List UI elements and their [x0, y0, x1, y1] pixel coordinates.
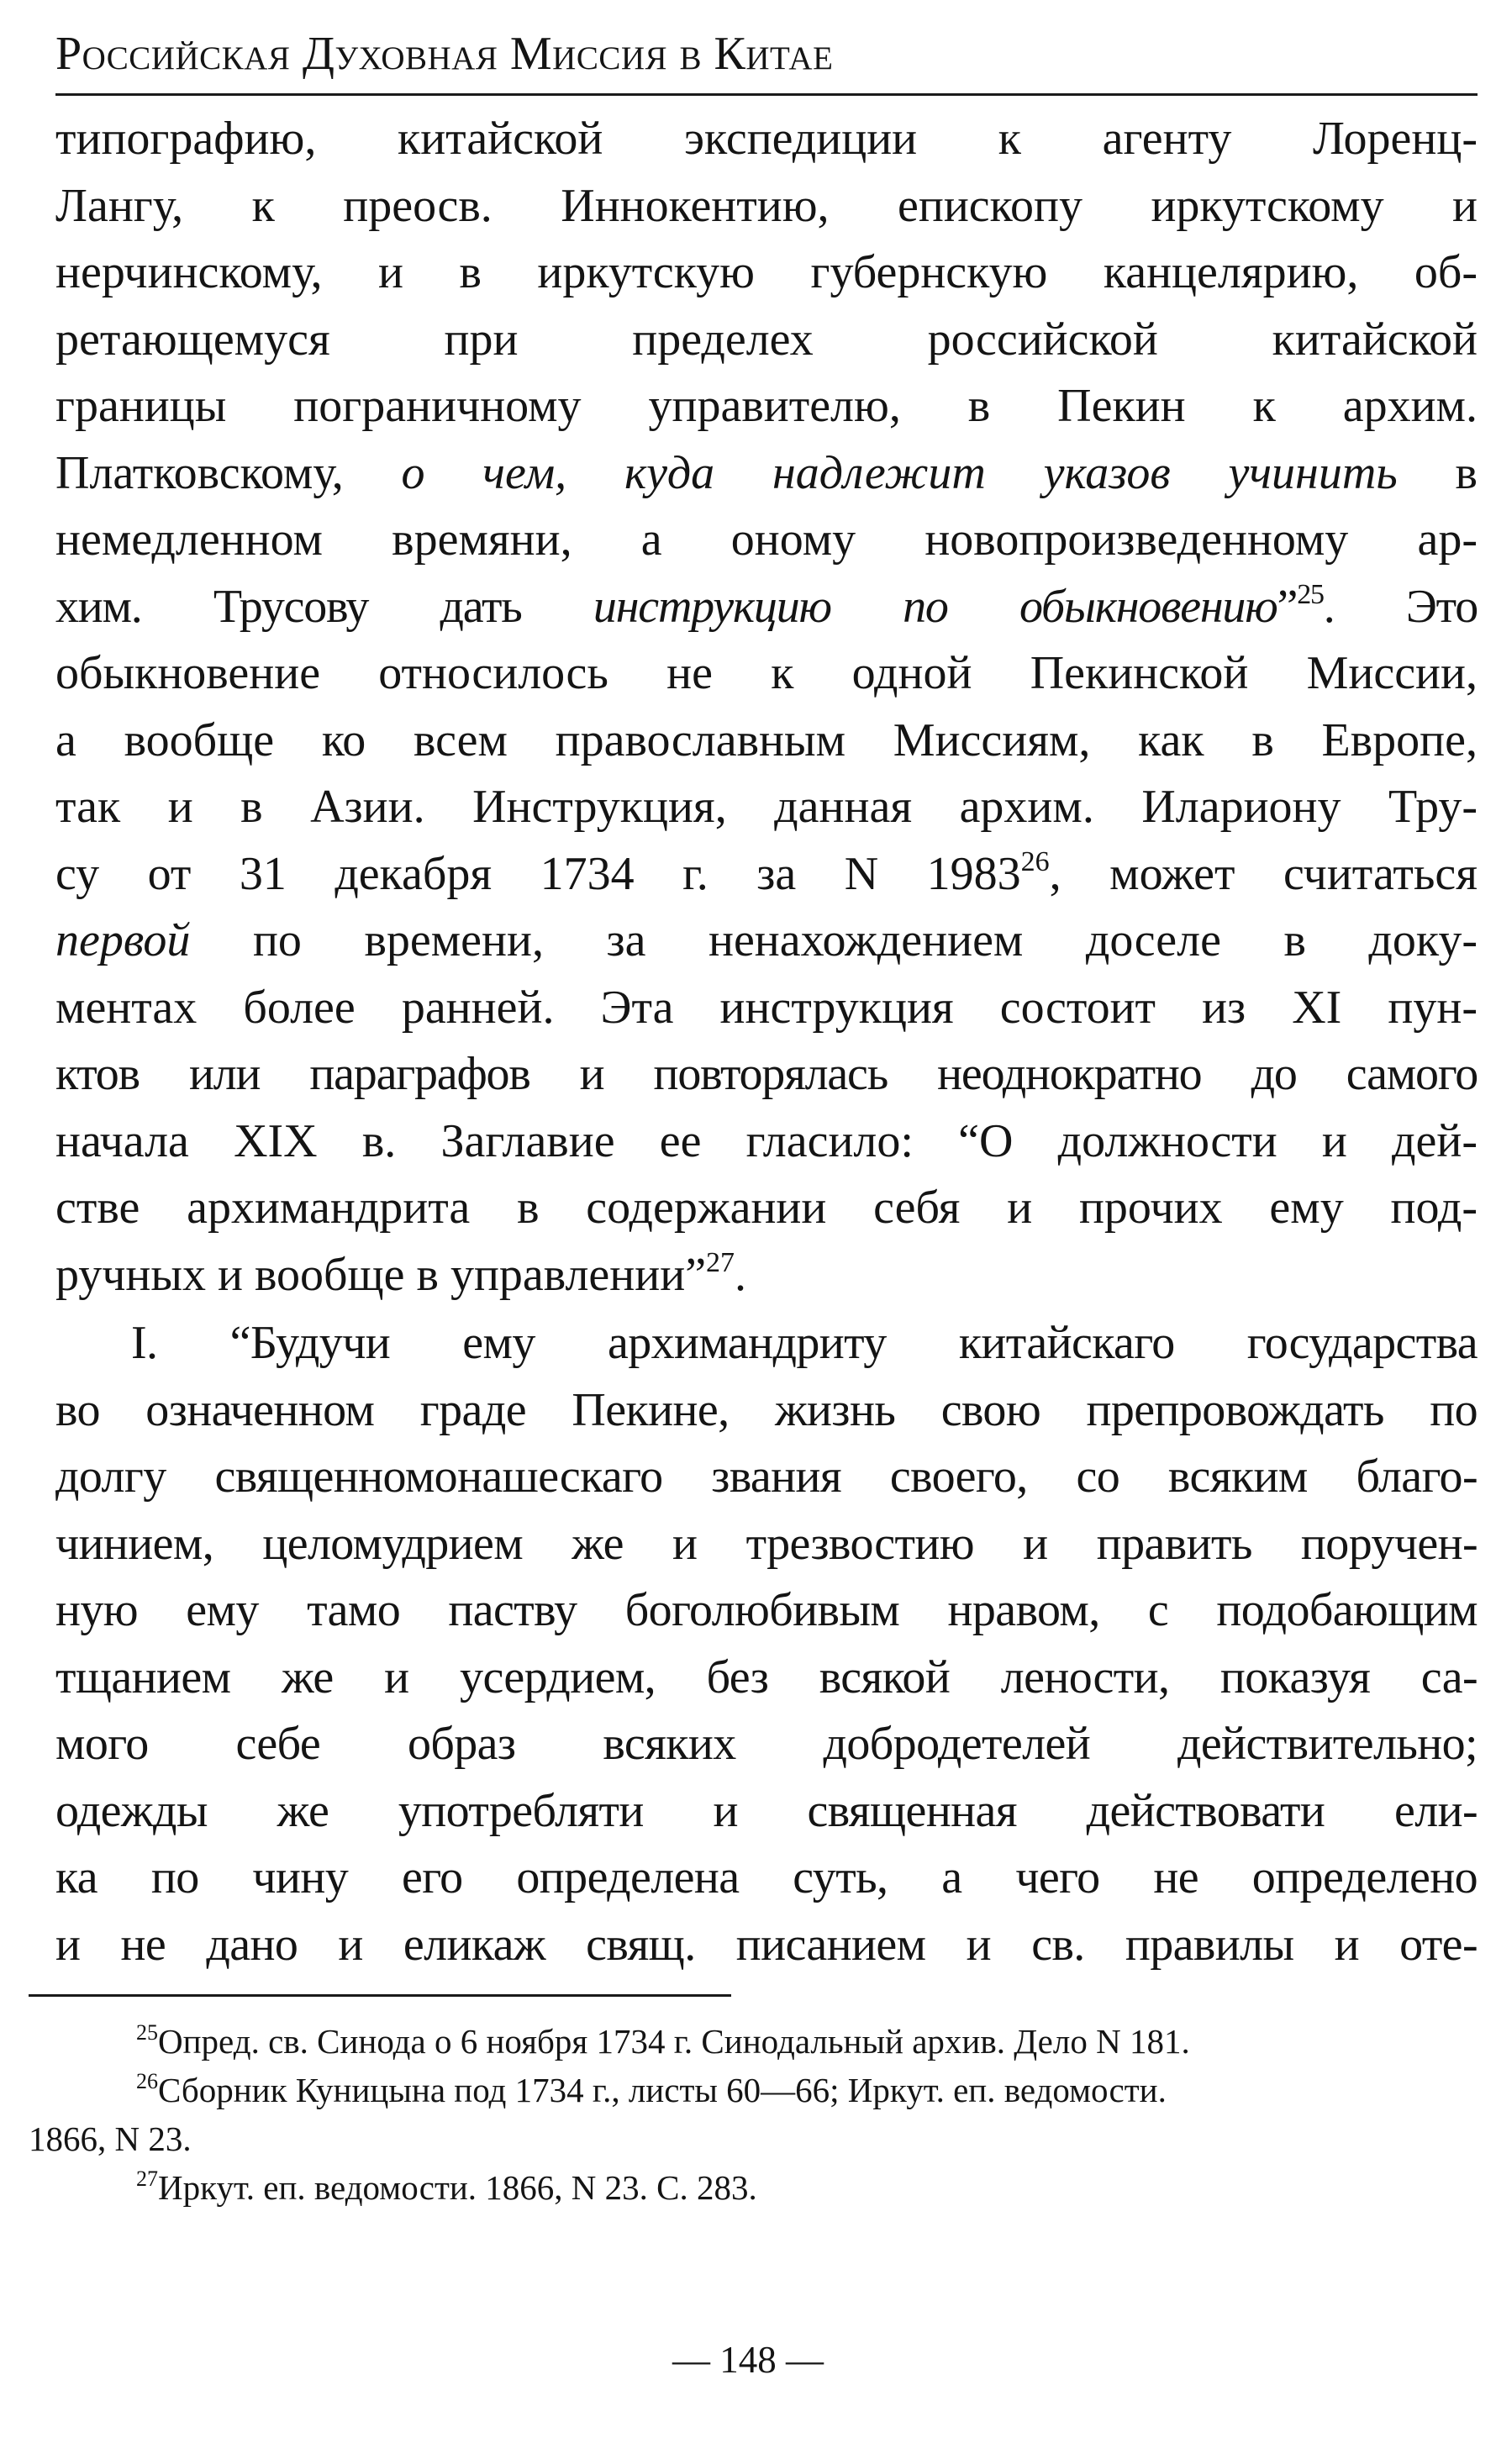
text-run: . Это [1323, 580, 1478, 633]
text-line: тщанием же и усердием, без всякой лености, показуя са- [55, 1651, 1478, 1703]
text-line: одежды же употребляти и священная действовати ели- [55, 1784, 1478, 1837]
footnote-number: 27 [136, 2167, 158, 2191]
text-line: Лангу, к преосв. Иннокентию, епископу иркутскому и [55, 179, 1478, 232]
text-run: хим. Трусову дать [55, 580, 593, 633]
text-line: и не дано и еликаж свящ. писанием и св. правилы и оте- [55, 1918, 1478, 1971]
footnotes [29, 2017, 1478, 2212]
text-line: так и в Азии. Инструкция, данная архим. Илариону Тру- [55, 781, 1478, 833]
text-run: ручных и вообще в управлении” [55, 1248, 707, 1301]
text-line: I. “Будучи ему архимандриту китайскаго государства [131, 1317, 1478, 1369]
text-line: стве архимандрита в содержании себя и прочих ему под- [55, 1182, 1478, 1234]
text-line: ка по чину его определена суть, а чего не определено [55, 1851, 1478, 1903]
footnote-text: Опред. св. Синода о 6 ноября 1734 г. Синодальный архив. Дело N 181. [158, 2022, 1190, 2061]
text-run: в [1397, 446, 1478, 499]
text-line: мого себе образ всяких добродетелей действительно; [55, 1718, 1478, 1770]
paragraph-2 [55, 1310, 1478, 1978]
text-run: су от 31 декабря 1734 г. за N 1983 [55, 847, 1021, 900]
text-line: во означенном граде Пекине, жизнь свою препровождать по [55, 1383, 1478, 1436]
footnote-rule [29, 1994, 731, 1997]
text-line: а вообще ко всем православным Миссиям, как в Европе, [55, 713, 1478, 766]
text-line: чинием, целомудрием же и трезвостию и править поручен- [55, 1517, 1478, 1570]
footnote-number: 26 [136, 2069, 158, 2093]
text-line: границы пограничному управителю, в Пекин к архим. [55, 380, 1478, 432]
main-text [55, 106, 1478, 1978]
footnote-number: 25 [136, 2020, 158, 2045]
footnote-ref-25[interactable]: 25 [1297, 578, 1324, 610]
text-line: немедленном времяни, а оному новопроизведенному ар- [55, 513, 1478, 566]
text-run: . [735, 1248, 747, 1301]
text-line [55, 841, 1478, 908]
footnote-27 [29, 2163, 1478, 2212]
footnote-text: Сборник Куницына под 1734 г., листы 60—66; Иркут. еп. ведомости. [158, 2071, 1167, 2109]
text-run: ” [1277, 580, 1298, 633]
text-line: долгу священномонашескаго звания своего, со всяким благо- [55, 1450, 1478, 1503]
footnote-ref-27[interactable]: 27 [706, 1246, 735, 1278]
text-line: ктов или параграфов и повторялась неоднократно до самого [55, 1048, 1478, 1100]
text-line: ментах более ранней. Эта инструкция состоит из XI пун- [55, 981, 1478, 1034]
footnote-ref-26[interactable]: 26 [1020, 845, 1050, 877]
text-line [55, 440, 1478, 508]
text-run: Платковскому, [55, 446, 402, 499]
footnote-26 [29, 2066, 1478, 2114]
text-line [55, 1242, 1478, 1309]
text-run: по времени, за ненахождением доселе в доку- [190, 914, 1478, 966]
text-line: нерчинскому, и в иркутскую губернскую канцелярию, об- [55, 246, 1478, 298]
italic-quote: о чем, куда надлежит указов учинить [401, 446, 1398, 499]
footnote-26-continuation: 1866, N 23. [29, 2119, 192, 2158]
text-line [55, 574, 1478, 641]
text-line: обыкновение относилось не к одной Пекинской Миссии, [55, 647, 1478, 699]
footnote-25 [29, 2017, 1478, 2066]
text-run: , может считаться [1049, 847, 1478, 900]
text-line: типографию, китайской экспедиции к агенту Лоренц- [55, 113, 1478, 165]
header-rule [55, 93, 1478, 96]
paragraph-1 [55, 106, 1478, 1308]
text-line: ретающемуся при пределех российской китайской [55, 313, 1478, 366]
italic-word: первой [55, 914, 191, 966]
text-line: ную ему тамо паству боголюбивым нравом, с подобающим [55, 1584, 1478, 1636]
text-line: начала XIX в. Заглавие ее гласило: “О должности и дей- [55, 1114, 1478, 1167]
footnote-text: Иркут. еп. ведомости. 1866, N 23. С. 283. [158, 2168, 757, 2207]
italic-quote: инструкцию по обыкновению [593, 580, 1277, 633]
text-line [55, 908, 1478, 975]
page-number: — 148 — [672, 2339, 824, 2381]
running-title: Российская Духовная Миссия в Китае [55, 28, 834, 80]
